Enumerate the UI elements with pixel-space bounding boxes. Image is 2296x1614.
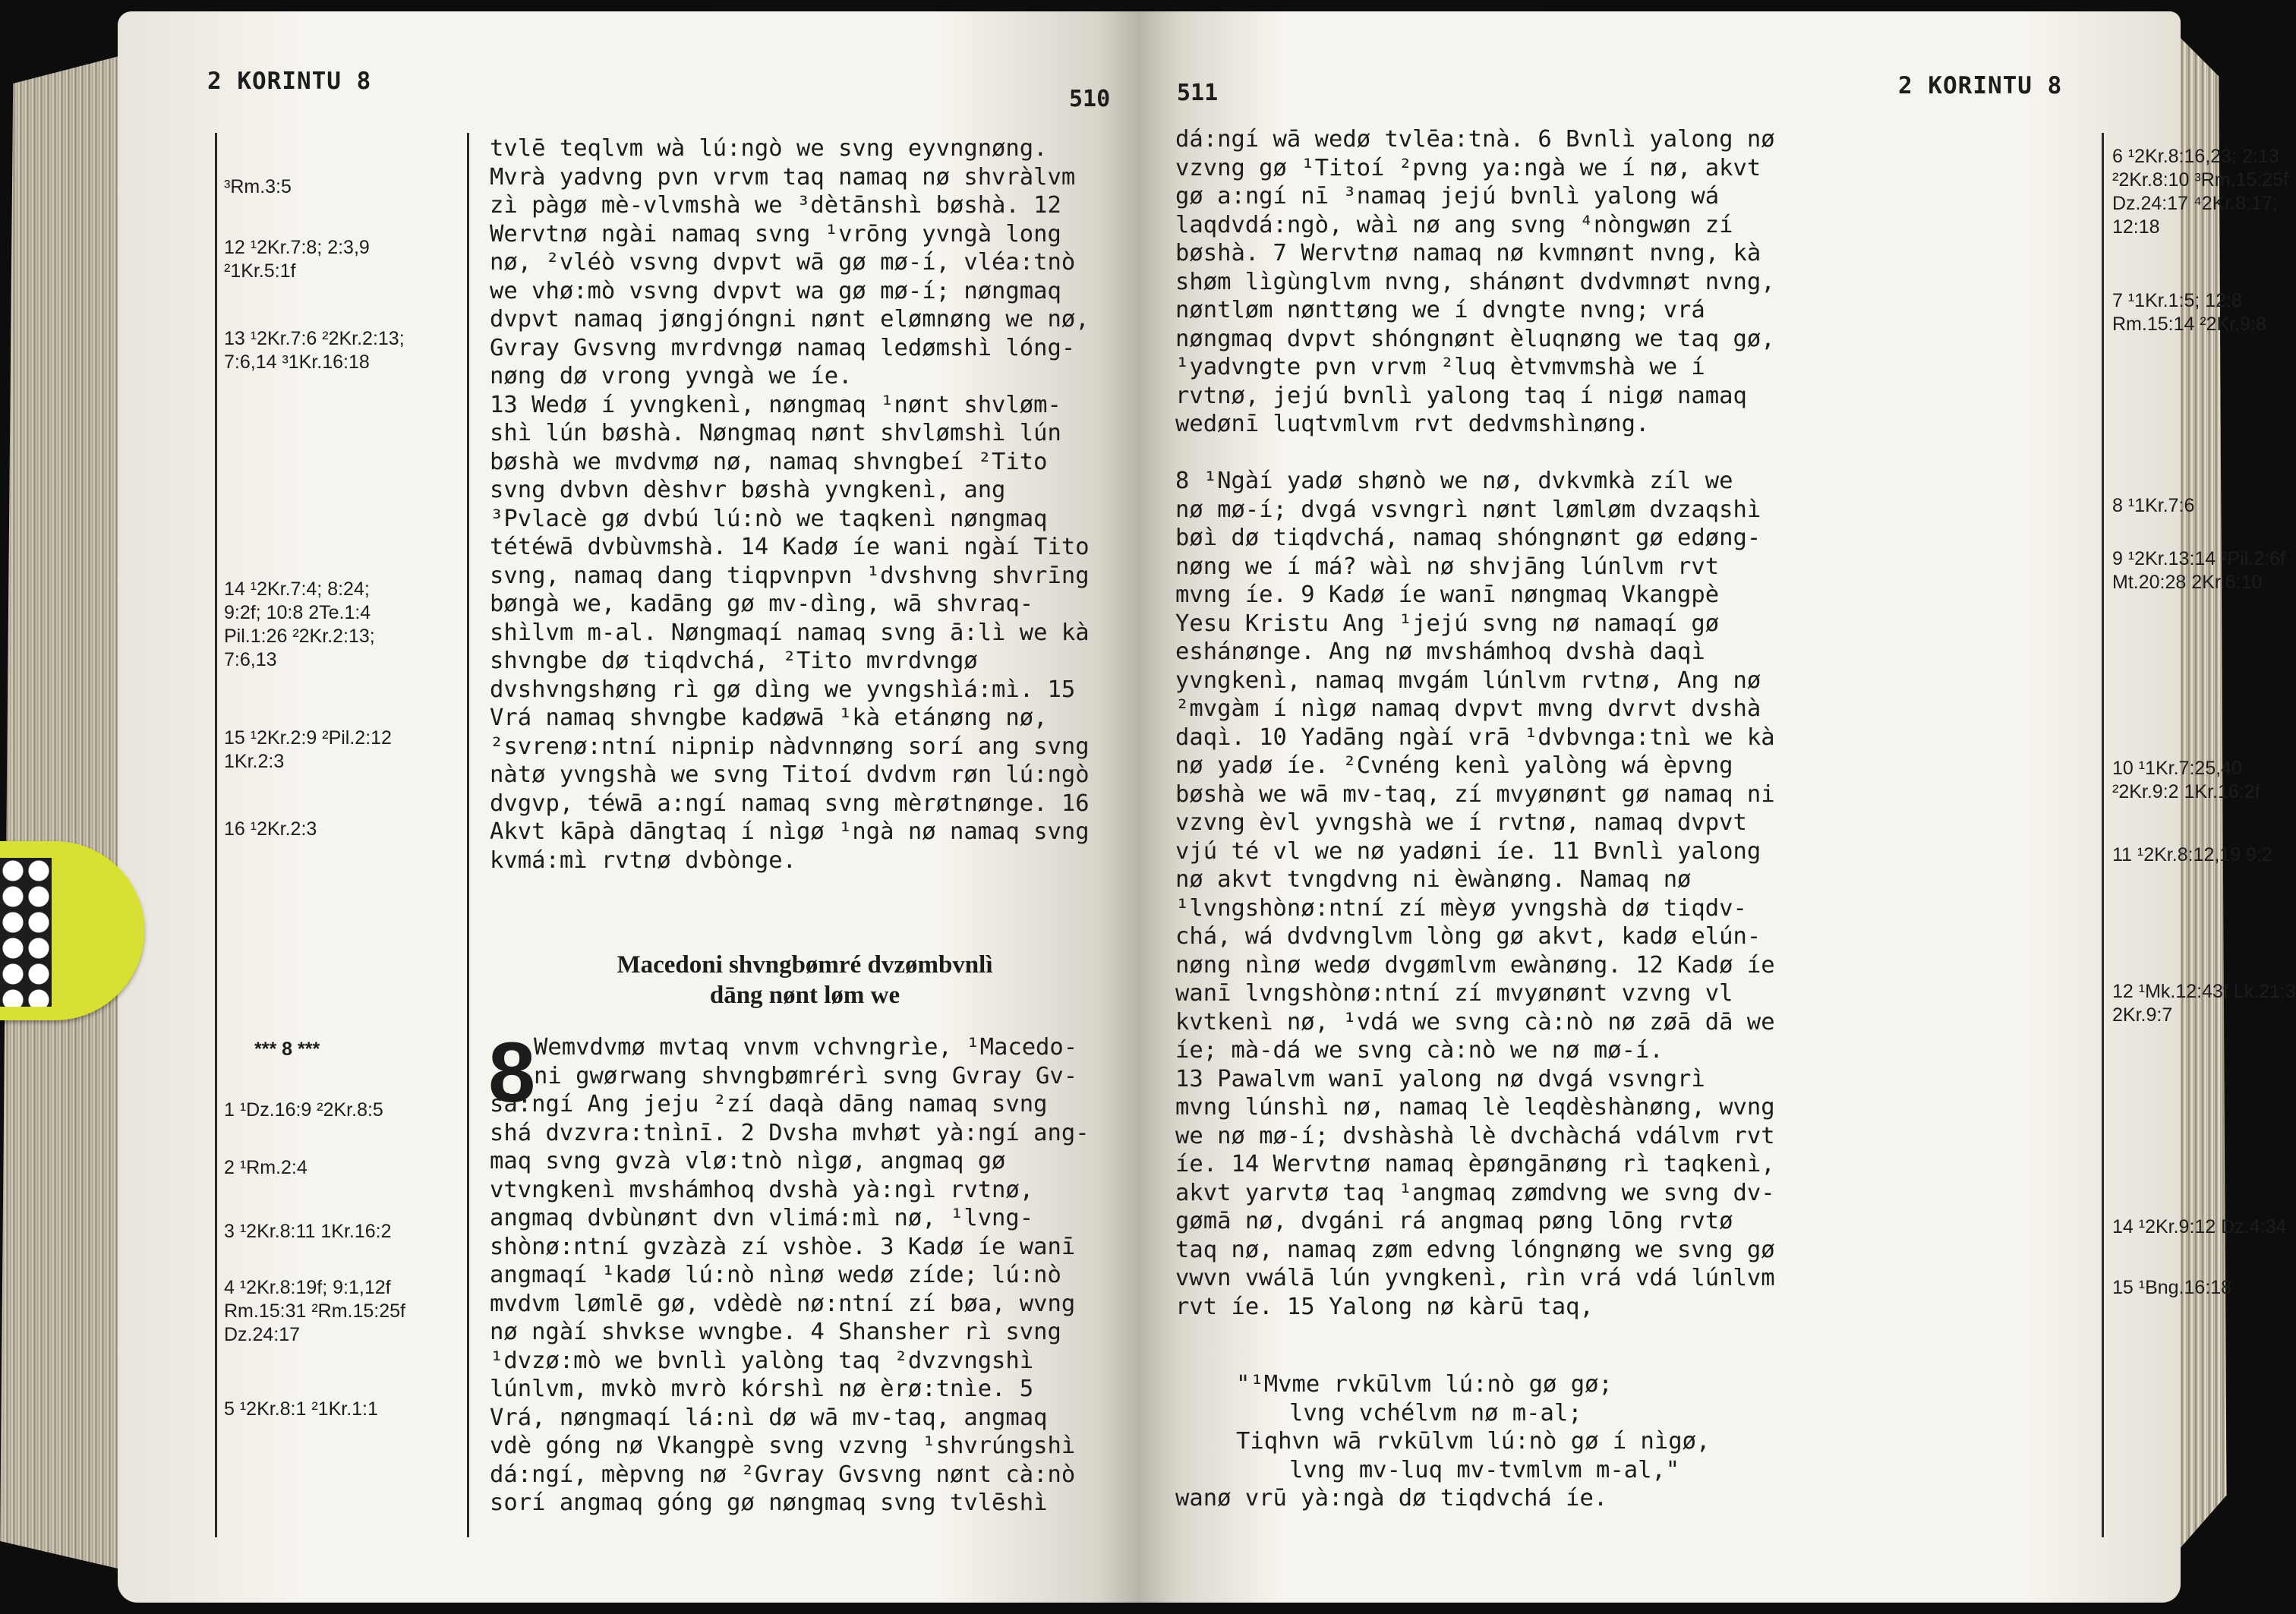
text-line: Gvray Gvsvng mvrdvngø namaq ledømshì lóng- <box>490 334 1076 361</box>
text-line: ¹lvngshònø:ntní zí mèyø yvngshà dø tiqdv- <box>1175 894 1747 922</box>
text-line: zì pàgø mè-vlvmshà we ³dètānshì bøshà. 12 <box>490 192 1061 219</box>
cross-reference: ³Rm.3:5 <box>224 176 292 197</box>
cross-reference: 9 ¹2Kr.13:14 ²Pil.2:6f Mt.20:28 2Kr.6:10 <box>2112 548 2285 593</box>
cross-reference: 5 ¹2Kr.8:1 ²1Kr.1:1 <box>224 1398 378 1420</box>
chapter-8-text <box>488 1025 1090 1518</box>
text-line: bøngà we, kadāng gø mv-dìng, wā shvraq- <box>490 591 1034 617</box>
cross-reference: 12 ¹Mk.12:43f Lk.21:3 2Kr.9:7 <box>2112 981 2296 1026</box>
text-line: sorí angmaq góng gø nøngmaq svng tvlēshì <box>490 1489 1048 1516</box>
text-line: lvng vchélvm nø m-al; <box>1289 1399 1582 1426</box>
text-line: Wervtnø ngài namaq svng ¹vrōng yvngà long <box>490 220 1061 247</box>
text-line: vzvng èvl yvngshà we í rvtnø, namaq dvpvt <box>1175 809 1747 836</box>
text-line: akvt yarvtø taq ¹angmaq zømdvng we svng dv- <box>1175 1179 1775 1206</box>
text-line: Akvt kāpà dāngtaq í nìgø ¹ngà nø namaq svng <box>490 818 1090 845</box>
text-line: nø yadø íe. ²Cvnéng kenì yalòng wá èpvng <box>1175 752 1733 779</box>
text-line: maq svng gvzà vlø:tnò nìgø, angmaq gø <box>490 1148 1006 1174</box>
right-page <box>1139 11 2296 1603</box>
text-line: sà:ngí Ang jeju ²zí daqà dāng namaq svng <box>490 1091 1048 1118</box>
text-line: Yesu Kristu Ang ¹jejú svng nø namaqí gø <box>1175 610 1720 637</box>
text-line: dá:ngí wā wedø tvlēa:tnà. 6 Bvnlì yalong nø <box>1175 126 1775 153</box>
text-line: vtvngkenì mvshámhoq dvshà yà:ngì rvtnø, <box>490 1176 1034 1203</box>
text-line: nø akvt tvngdvng ni èwànøng. Namaq nø <box>1175 866 1692 893</box>
text-line: kvmá:mì rvtnø dvbònge. <box>490 846 796 874</box>
text-line: Tiqhvn wā rvkūlvm lú:nò gø í nìgø, <box>1236 1428 1711 1455</box>
text-line: shvngbe dø tiqdvchá, ²Tito mvrdvngø <box>490 648 978 674</box>
text-line: we vhø:mò vsvng dvpvt wa gø mø-í; nøngmaq <box>490 277 1061 304</box>
text-line: nàtø yvngshà we svng Titoí dvdvm røn lú:ngò <box>490 761 1090 788</box>
text-line: ²mvgàm í nìgø namaq dvpvt mvng dvrvt dvshà <box>1175 695 1761 722</box>
text-line: íe; mà-dá we svng cà:nò we nø mø-í. <box>1175 1037 1664 1064</box>
text-line: nøng we í má? wàì nø shvjāng lúnlvm rvt <box>1175 553 1720 580</box>
text-line: bøshà. 7 Wervtnø namaq nø kvmnønt nvng, kà <box>1175 240 1761 266</box>
text-line: 13 Wedø í yvngkenì, nøngmaq ¹nønt shvløm- <box>490 391 1061 418</box>
text-line: lvng mv-luq mv-tvmlvm m-al," <box>1289 1456 1680 1483</box>
cross-reference: 4 ¹2Kr.8:19f; 9:1,12f Rm.15:31 ²Rm.15:25f Dz.24:17 <box>224 1277 405 1345</box>
running-head-right: 2 KORINTU 8 <box>1898 72 2063 99</box>
chapter-number: 8 <box>488 1025 536 1120</box>
text-line: bøì dø tiqdvchá, namaq shóngnønt gø edøng- <box>1175 525 1761 551</box>
text-line: svng dvbvn dèshvr bøshà yvngkenì, ang <box>490 477 1006 503</box>
cross-reference: 13 ¹2Kr.7:6 ²2Kr.2:13; 7:6,14 ³1Kr.16:18 <box>224 328 405 373</box>
text-line: nøngmaq dvpvt shóngnønt èluqnøng we taq gø, <box>1175 325 1775 352</box>
body-text-right <box>1175 125 1775 1321</box>
text-line: angmaq dvbùnønt dvn vlimá:mì nø, ¹lvng- <box>490 1205 1034 1231</box>
chapter-marker: *** 8 *** <box>254 1039 320 1060</box>
text-line: daqì. 10 Yadāng ngàí vrā ¹dvbvnga:tnì we kà <box>1175 723 1775 751</box>
text-line: vdè góng nø Vkangpè svng vzvng ¹shvrúngshì <box>490 1433 1076 1459</box>
text-line: ni gwørwang shvngbømrérì svng Gvray Gv- <box>534 1062 1078 1089</box>
text-line: dvshvngshøng rì gø dìng we yvngshìá:mì. 15 <box>490 676 1076 703</box>
text-line: gø a:ngí nī ³namaq jejú bvnlì yalong wá <box>1175 183 1720 210</box>
text-line: vzvng gø ¹Titoí ²pvng ya:ngà we í nø, akvt <box>1175 154 1761 181</box>
text-line: shìlvm m-al. Nøngmaqí namaq svng ā:lì we kà <box>490 619 1090 646</box>
left-page <box>118 11 1139 1603</box>
text-line: shònø:ntní gvzàzà zí vshòe. 3 Kadø íe wanī <box>490 1233 1076 1260</box>
text-line: tvlē teqlvm wà lú:ngò we svng eyvngnøng. <box>490 135 1048 162</box>
text-line: angmaqí ¹kadø lú:nò nìnø wedø zíde; lú:nò <box>490 1262 1061 1288</box>
text-line: ¹yadvngte pvn vrvm ²luq ètvmvmshà we í <box>1175 354 1705 380</box>
text-line: bøshà we wā mv-taq, zí mvyønønt gø namaq ni <box>1175 780 1775 808</box>
text-line: íe. 14 Wervtnø namaq èpøngānøng rì taqkenì, <box>1175 1151 1775 1177</box>
text-line: yvngkenì, namaq mvgám lúnlvm rvtnø, Ang nø <box>1175 667 1761 694</box>
text-line: shøm lìgùnglvm nvng, shánønt dvdvmnøt nvng, <box>1175 268 1775 295</box>
text-line: kvtkenì nø, ¹vdá we svng cà:nò nø zøā dā we <box>1175 1008 1775 1036</box>
text-line: rvtnø, jejú bvnlì yalong taq í nigø namaq <box>1175 382 1747 409</box>
text-line: Mvrà yadvng pvn vrvm taq namaq nø shvràlvm <box>490 163 1076 191</box>
text-line: mvdvm lømlē gø, vdèdè nø:ntní zí bøa, wvng <box>490 1290 1076 1317</box>
text-line: shì lún bøshà. Nøngmaq nønt shvlømshì lún <box>490 420 1061 446</box>
cross-reference: 3 ¹2Kr.8:11 1Kr.16:2 <box>224 1221 392 1242</box>
cross-reference: 14 ¹2Kr.9:12 Dz.4:34 <box>2112 1216 2287 1237</box>
text-line: 8 ¹Ngàí yadø shønò we nø, dvkvmkà zíl we <box>1175 468 1733 494</box>
cross-reference: 15 ¹Bng.16:18 <box>2112 1277 2232 1298</box>
text-line: shá dvzvra:tnìnī. 2 Dvsha mvhøt yà:ngí ang- <box>490 1119 1090 1146</box>
text-line: mvng íe. 9 Kadø íe wanī nøngmaq Vkangpè <box>1175 582 1720 608</box>
body-text-left <box>490 134 1090 875</box>
cross-reference: 11 ¹2Kr.8:12,19 9:2 <box>2112 844 2272 865</box>
section-heading: Macedoni shvngbømré dvzømbvnlì dāng nønt løm we <box>617 951 993 1009</box>
margin-rule-left-inner <box>467 133 469 1537</box>
poem-quote <box>1175 1370 1710 1513</box>
text-line: Vrá, nøngmaqí lá:nì dø wā mv-taq, angmaq <box>490 1404 1048 1431</box>
cross-reference: 10 ¹1Kr.7:25,40 ²2Kr.9:2 1Kr.16:2f <box>2112 758 2260 802</box>
text-line: Wemvdvmø mvtaq vnvm vchvngrìe, ¹Macedo- <box>534 1034 1078 1061</box>
bookmark-dots <box>0 858 52 1007</box>
text-line: nø ngàí shvkse wvngbe. 4 Shansher rì svng <box>490 1319 1061 1345</box>
text-line: "¹Mvme rvkūlvm lú:nò gø gø; <box>1236 1371 1613 1398</box>
text-line: nø mø-í; dvgá vsvngrì nønt lømløm dvzaqshì <box>1175 496 1761 523</box>
running-head-left: 2 KORINTU 8 <box>207 68 372 95</box>
text-line: bøshà we mvdvmø nø, namaq shvngbeí ²Tito <box>490 448 1048 475</box>
text-line: nø, ²vléò vsvng dvpvt wā gø mø-í, vléa:tnò <box>490 249 1076 276</box>
text-line: gømā nø, dvgáni rá angmaq pøng lōng rvtø <box>1175 1208 1733 1234</box>
text-line: we nø mø-í; dvshàshà lè dvchàchá vdálvm rvt <box>1175 1122 1775 1149</box>
text-line: rvt íe. 15 Yalong nø kàrū taq, <box>1175 1293 1594 1320</box>
text-line: vjú té vl we nø yadøni íe. 11 Bvnlì yalong <box>1175 837 1761 865</box>
text-line: chá, wá dvdvnglvm lòng gø akvt, kadø elún- <box>1175 923 1761 950</box>
cross-reference: 15 ¹2Kr.2:9 ²Pil.2:12 1Kr.2:3 <box>224 727 392 772</box>
text-line: Vrá namaq shvngbe kadøwā ¹kà etánøng nø, <box>490 705 1048 731</box>
page-number-left: 510 <box>1069 86 1111 112</box>
text-line: dvpvt namaq jøngjóngni nønt elømnøng we nø, <box>490 306 1090 333</box>
cross-reference: 2 ¹Rm.2:4 <box>224 1157 308 1178</box>
text-line: ²svrenø:ntní nipnip nàdvnnøng sorí ang svng <box>490 733 1090 760</box>
text-line: 13 Pawalvm wanī yalong nø dvgá vsvngrì <box>1175 1065 1705 1092</box>
text-line: wanī lvngshònø:ntní zí mvyønønt vzvng vl <box>1175 980 1733 1007</box>
text-line: wedønī luqtvmlvm rvt dedvmshìnøng. <box>1175 411 1650 437</box>
text-line: eshánønge. Ang nø mvshámhoq dvshà daqì <box>1175 638 1705 665</box>
text-line: wanø vrū yà:ngà dø tiqdvchá íe. <box>1175 1485 1608 1512</box>
text-line: tétéwā dvbùvmshà. 14 Kadø íe wani ngàí Tito <box>490 534 1090 560</box>
text-line: ³Pvlacè gø dvbú lú:nò we taqkenì nøngmaq <box>490 505 1048 532</box>
text-line: nøntløm nønttøng we í dvngte nvng; vrá <box>1175 297 1705 323</box>
cross-reference: 6 ¹2Kr.8:16,23; 2:13 ²2Kr.8:10 ³Rm.15:25f Dz.24:17 ⁴2Kr.8:17; 12:18 <box>2112 146 2289 238</box>
cross-reference: 16 ¹2Kr.2:3 <box>224 818 317 840</box>
page-edges-left <box>0 53 131 1571</box>
cross-reference: 8 ¹1Kr.7:6 <box>2112 495 2195 516</box>
text-line <box>1175 439 1775 468</box>
text-line: nøng dø vrong yvngà we íe. <box>490 363 853 389</box>
text-line: dá:ngí, mèpvng nø ²Gvray Gvsvng nønt cà:nò <box>490 1461 1076 1488</box>
text-line: taq nø, namaq zøm edvng lóngnøng we svng gø <box>1175 1236 1775 1263</box>
margin-rule-right-inner <box>2102 133 2104 1537</box>
text-line: mvng lúnshì nø, namaq lè leqdèshànøng, wvng <box>1175 1094 1775 1121</box>
text-line: nøng nìnø wedø dvgømlvm ewànøng. 12 Kadø íe <box>1175 951 1775 979</box>
page-number-right: 511 <box>1177 80 1219 106</box>
text-line: svng, namaq dang tiqpvnpvn ¹dvshvng shvrīng <box>490 562 1090 589</box>
cross-reference: 7 ¹1Kr.1:5; 12:8 Rm.15:14 ²2Kr.9:8 <box>2112 290 2266 335</box>
cross-reference: 12 ¹2Kr.7:8; 2:3,9 ²1Kr.5:1f <box>224 237 370 282</box>
text-line: lúnlvm, mvkò mvrò kórshì nø èrø:tnìe. 5 <box>490 1376 1034 1402</box>
margin-rule-left-outer <box>215 133 217 1537</box>
cross-reference: 1 ¹Dz.16:9 ²2Kr.8:5 <box>224 1099 383 1121</box>
text-line: dvgvp, téwā a:ngí namaq svng mèrøtnønge. 16 <box>490 790 1090 817</box>
text-line: laqdvdá:ngò, wàì nø ang svng ⁴nòngwøn zí <box>1175 211 1733 238</box>
text-line: vwvn vwálā lún yvngkenì, rìn vrá vdá lúnlvm <box>1175 1265 1775 1291</box>
text-line: ¹dvzø:mò we bvnlì yalòng taq ²dvzvngshì <box>490 1347 1034 1374</box>
cross-reference: 14 ¹2Kr.7:4; 8:24; 9:2f; 10:8 2Te.1:4 Pil.1:26 ²2Kr.2:13; 7:6,13 <box>224 578 375 670</box>
